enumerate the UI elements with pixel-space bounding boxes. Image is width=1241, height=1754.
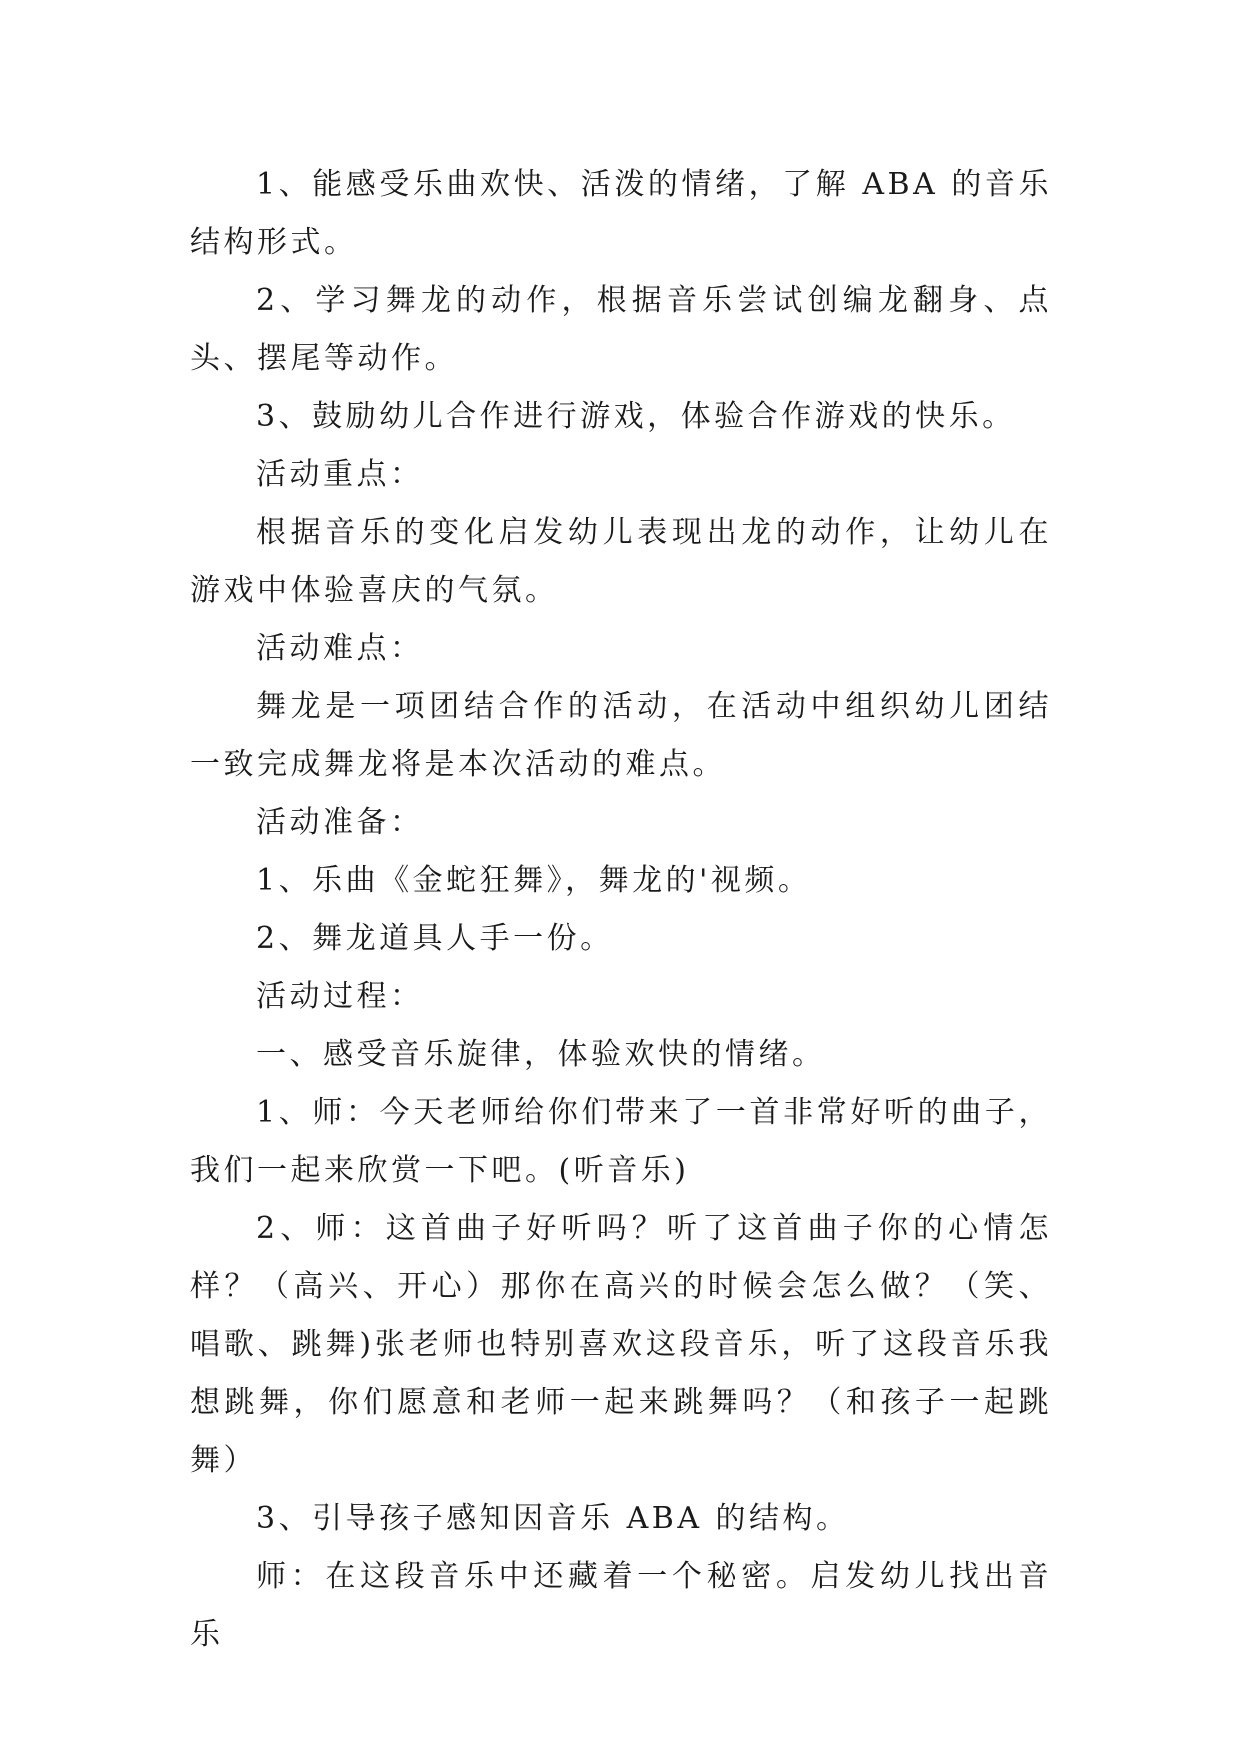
key-point-paragraph: 根据音乐的变化启发幼儿表现出龙的动作，让幼儿在游戏中体验喜庆的气氛。	[190, 515, 1052, 608]
teacher-prompt-paragraph: 师：在这段音乐中还藏着一个秘密。启发幼儿找出音乐	[190, 1559, 1052, 1652]
document-body	[190, 156, 1052, 1664]
process-step-3-paragraph: 3、引导孩子感知因音乐 ABA 的结构。	[256, 1501, 850, 1536]
preparation-heading: 活动准备：	[256, 805, 424, 840]
objective-3-paragraph: 3、鼓励幼儿合作进行游戏，体验合作游戏的快乐。	[256, 399, 1016, 434]
process-heading: 活动过程：	[256, 979, 424, 1014]
preparation-item-2: 2、舞龙道具人手一份。	[256, 921, 614, 956]
process-step-2-paragraph: 2、师：这首曲子好听吗？听了这首曲子你的心情怎样？（高兴、开心）那你在高兴的时候会怎么做？（笑、唱歌、跳舞)张老师也特别喜欢这段音乐，听了这段音乐我想跳舞，你们愿意和老师一起来跳舞吗？（和孩子一起跳舞）	[190, 1211, 1052, 1478]
objective-1-paragraph: 1、能感受乐曲欢快、活泼的情绪，了解 ABA 的音乐结构形式。	[190, 167, 1052, 260]
preparation-item-1: 1、乐曲《金蛇狂舞》，舞龙的'视频。	[256, 863, 812, 898]
objective-2-paragraph: 2、学习舞龙的动作，根据音乐尝试创编龙翻身、点头、摆尾等动作。	[190, 283, 1052, 376]
process-section-1-title: 一、感受音乐旋律，体验欢快的情绪。	[256, 1037, 826, 1072]
difficulty-paragraph: 舞龙是一项团结合作的活动，在活动中组织幼儿团结一致完成舞龙将是本次活动的难点。	[190, 689, 1052, 782]
difficulty-heading: 活动难点：	[256, 631, 424, 666]
process-step-1-paragraph: 1、师：今天老师给你们带来了一首非常好听的曲子，我们一起来欣赏一下吧。(听音乐)	[190, 1095, 1052, 1188]
key-point-heading: 活动重点：	[256, 457, 424, 492]
